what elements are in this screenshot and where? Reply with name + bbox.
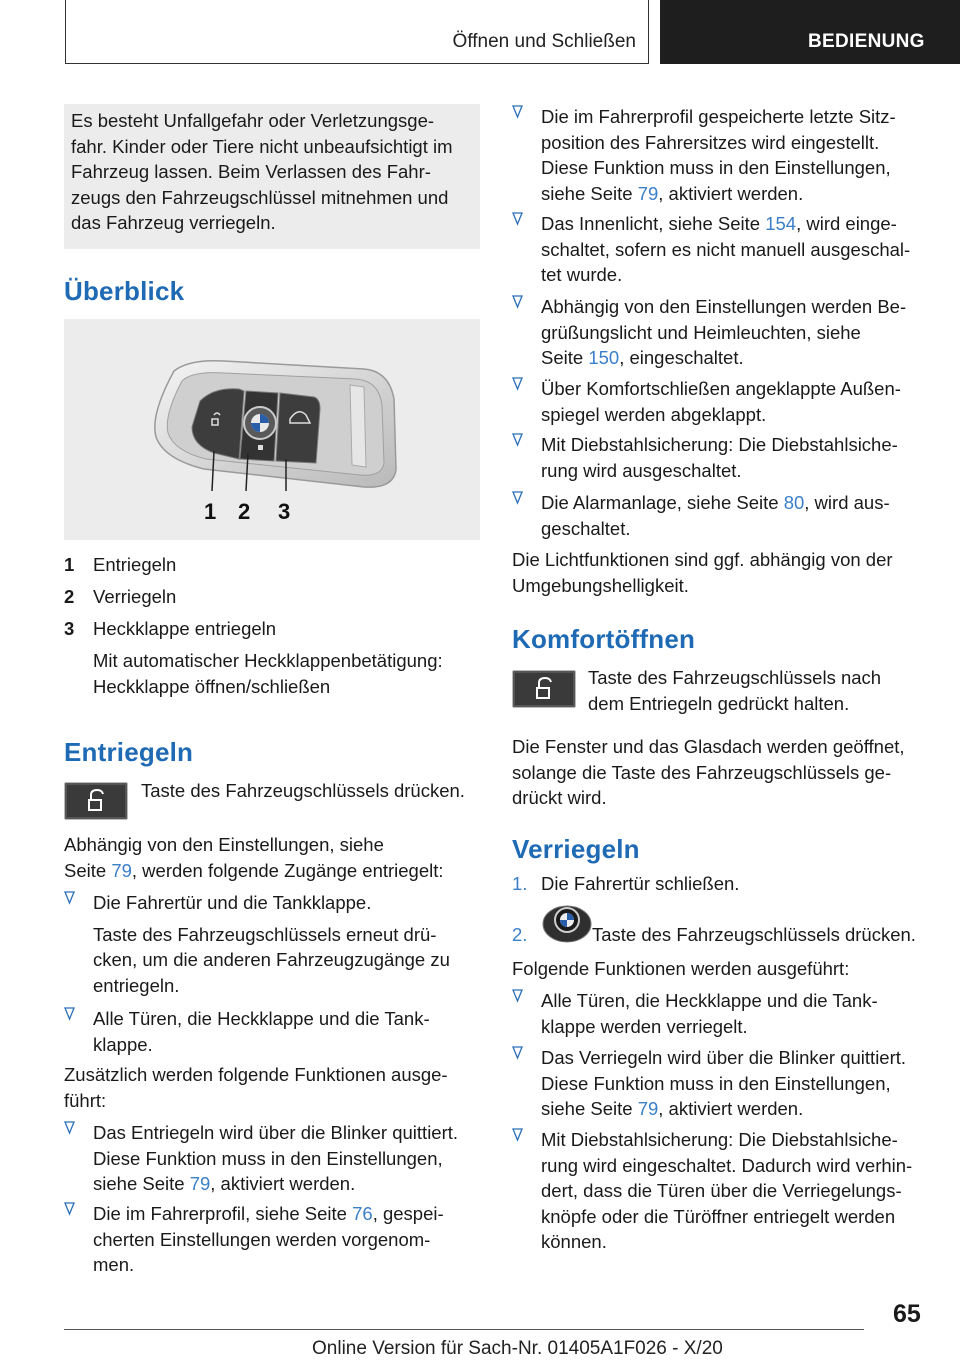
text-span: , werden folgende Zugänge entriegelt: (131, 859, 444, 881)
page-number: 65 (893, 1300, 921, 1328)
comfort-open-para (512, 734, 905, 811)
bullet-text (541, 211, 910, 237)
car-key-figure (64, 319, 480, 540)
bullet-text (93, 1171, 458, 1197)
bullet-text: Das Entriegeln wird über die Blinker quittiert. (93, 1122, 459, 1143)
car-key-illustration (64, 319, 480, 540)
page-link-79[interactable]: 79 (111, 859, 132, 881)
footer-divider (64, 1329, 864, 1330)
warning-box (64, 104, 480, 249)
header-section-box (65, 0, 649, 64)
bullet-text: Alle Türen, die Heckklappe und die Tank- (93, 1008, 430, 1029)
unlock-key-text: Taste des Fahrzeugschlüssels drücken. (141, 780, 465, 801)
figure-label-3: 3 (278, 499, 291, 524)
triangle-bullet-icon (512, 212, 523, 226)
bullet-text: Über Komfortschließen angeklappte Außen- (541, 378, 901, 399)
triangle-bullet-icon (512, 1046, 523, 1060)
step-number: 1. (512, 873, 528, 894)
text-span: , eingeschaltet. (619, 347, 744, 368)
unlock-intro-line: Abhängig von den Einstellungen, siehe (64, 834, 384, 855)
text-span: Das Innenlicht, siehe Seite (541, 213, 766, 234)
warning-line: fahr. Kinder oder Tiere nicht unbeaufsichtigt im (71, 135, 453, 157)
page-link-154[interactable]: 154 (765, 213, 797, 234)
step-text: Taste des Fahrzeugschlüssels drücken. (592, 924, 916, 945)
step-text: Die Fahrertür schließen. (541, 873, 740, 894)
bullet-text: rung wird ausgeschaltet. (541, 459, 742, 481)
text-span: Die Alarmanlage, siehe Seite (541, 492, 784, 513)
legend-text: Heckklappe entriegeln (93, 618, 277, 639)
text-span: , gespei- (372, 1203, 444, 1224)
page-link-79[interactable]: 79 (189, 1173, 211, 1194)
paragraph-line: Die Fenster und das Glasdach werden geöffnet, (512, 736, 905, 757)
unlock-key-button (64, 782, 128, 820)
bullet-text (93, 1201, 444, 1227)
text-span: siehe Seite (541, 1098, 638, 1119)
paragraph-line: Zusätzlich werden folgende Funktionen ausge- (64, 1064, 448, 1085)
triangle-bullet-icon (512, 491, 523, 505)
comfort-open-heading: Komfortöffnen (512, 624, 696, 654)
bullet-text: dert, dass die Türen über die Verriegelungs- (541, 1180, 902, 1201)
comfort-open-key-button (512, 670, 576, 708)
footer-version-text: Online Version für Sach-Nr. 01405A1F026 - X/20 (312, 1338, 723, 1359)
figure-label-1: 1 (204, 499, 217, 524)
warning-line: zeugs den Fahrzeugschlüssel mitnehmen und (71, 186, 449, 208)
warning-line: Es besteht Unfallgefahr oder Verletzungsge- (71, 110, 435, 131)
bullet-text: Mit Diebstahlsicherung: Die Diebstahlsiche- (541, 434, 898, 455)
page-link-79[interactable]: 79 (637, 182, 659, 204)
bullet-text (541, 181, 896, 207)
bullet-text: tet wurde. (541, 264, 623, 285)
text-span: Die im Fahrerprofil, siehe Seite (93, 1203, 353, 1224)
triangle-bullet-icon (512, 377, 523, 391)
figure-label-2: 2 (238, 499, 251, 524)
text-span: , wird einge- (796, 213, 897, 234)
comfort-open-key-text (588, 665, 881, 716)
warning-line: das Fahrzeug verriegeln. (71, 212, 276, 233)
bullet-note-line: Taste des Fahrzeugschlüssels erneut drü- (93, 923, 437, 945)
text-span: , aktiviert werden. (658, 182, 804, 204)
bullet-text: können. (541, 1231, 607, 1252)
text-span: , aktiviert werden. (210, 1173, 356, 1194)
paragraph-line: dem Entriegeln gedrückt halten. (588, 692, 850, 714)
lock-intro: Folgende Funktionen werden ausgeführt: (512, 958, 850, 979)
page-link-79[interactable]: 79 (637, 1098, 659, 1119)
triangle-bullet-icon (64, 1121, 75, 1135)
legend-number: 3 (64, 618, 75, 639)
bullet-text: position des Fahrersitzes wird eingestellt. (541, 131, 880, 153)
text-span: Seite (64, 859, 112, 881)
text-span: , aktiviert werden. (658, 1098, 804, 1119)
paragraph-line: führt: (64, 1089, 107, 1111)
bullet-text: knöpfe oder die Türöffner entriegelt werden (541, 1205, 896, 1227)
paragraph-line: drückt wird. (512, 787, 607, 808)
text-span: siehe Seite (93, 1173, 190, 1194)
text-span: Seite (541, 347, 589, 368)
triangle-bullet-icon (512, 1128, 523, 1142)
triangle-bullet-icon (64, 1202, 75, 1216)
bullet-text: spiegel werden abgeklappt. (541, 403, 767, 425)
paragraph-line: Umgebungshelligkeit. (512, 574, 689, 596)
bmw-logo-button-icon (541, 900, 593, 944)
unlock-heading: Entriegeln (64, 737, 194, 767)
bullet-text: schaltet, sofern es nicht manuell ausgeschal- (541, 238, 911, 260)
triangle-bullet-icon (64, 891, 75, 905)
overview-heading: Überblick (64, 276, 185, 306)
unlock-intro-line (64, 858, 444, 884)
unlock-intro (64, 832, 444, 883)
text-span: siehe Seite (541, 182, 638, 204)
text-span: , wird aus- (804, 492, 890, 513)
paragraph-line: Die Lichtfunktionen sind ggf. abhängig von der (512, 549, 893, 570)
bullet-text: Das Verriegeln wird über die Blinker quittiert. (541, 1047, 907, 1068)
triangle-bullet-icon (512, 295, 523, 309)
triangle-bullet-icon (64, 1007, 75, 1021)
bullet-text: Diese Funktion muss in den Einstellungen, (93, 1147, 443, 1169)
header-section-title: Öffnen und Schließen (452, 31, 636, 52)
bullet-text (541, 1096, 906, 1122)
legend-number: 1 (64, 554, 75, 575)
unlock-icon (529, 677, 561, 701)
bullet-note-line: cken, um die anderen Fahrzeugzugänge zu (93, 949, 450, 970)
paragraph-line: solange die Taste des Fahrzeugschlüssels ge- (512, 761, 892, 783)
light-note (512, 547, 893, 598)
page-link-80[interactable]: 80 (783, 492, 805, 513)
bullet-text (541, 490, 890, 516)
bullet-text: cherten Einstellungen werden vorgenom- (93, 1228, 431, 1250)
bullet-text: Abhängig von den Einstellungen werden Be- (541, 296, 907, 317)
triangle-bullet-icon (512, 105, 523, 119)
page-link-150[interactable]: 150 (588, 347, 620, 368)
header-chapter-title: BEDIENUNG (808, 31, 925, 52)
legend-note (93, 648, 443, 699)
bullet-text: Die im Fahrerprofil gespeicherte letzte Sitz- (541, 106, 896, 127)
bullet-note-line: entriegeln. (93, 974, 180, 996)
warning-line: Fahrzeug lassen. Beim Verlassen des Fahr- (71, 161, 431, 182)
triangle-bullet-icon (512, 989, 523, 1003)
legend-number: 2 (64, 586, 75, 607)
lock-heading: Verriegeln (512, 834, 640, 864)
bullet-text: men. (93, 1254, 135, 1275)
bullet-text: Die Fahrertür und die Tankklappe. (93, 892, 372, 913)
legend-note-line: Heckklappe öffnen/schließen (93, 675, 331, 697)
legend-note-line: Mit automatischer Heckklappenbetätigung: (93, 650, 443, 671)
legend-text: Entriegeln (93, 554, 177, 575)
bullet-text: Diese Funktion muss in den Einstellungen, (541, 1072, 891, 1094)
unlock-extra (64, 1062, 448, 1113)
paragraph-line: Taste des Fahrzeugschlüssels nach (588, 667, 882, 688)
bullet-text (541, 345, 906, 371)
legend-text: Verriegeln (93, 586, 177, 607)
bullet-text: Alle Türen, die Heckklappe und die Tank- (541, 990, 878, 1011)
bullet-text: grüßungslicht und Heimleuchten, siehe (541, 321, 861, 343)
unlock-icon (81, 789, 113, 813)
page-link-76[interactable]: 76 (352, 1203, 373, 1224)
triangle-bullet-icon (512, 433, 523, 447)
bullet-text: rung wird eingeschaltet. Dadurch wird verhin- (541, 1154, 913, 1176)
bullet-text: klappe. (93, 1033, 153, 1055)
bullet-text: Mit Diebstahlsicherung: Die Diebstahlsiche- (541, 1129, 898, 1150)
bullet-text: klappe werden verriegelt. (541, 1015, 748, 1037)
step-number: 2. (512, 924, 528, 945)
bullet-text: geschaltet. (541, 517, 631, 539)
header-chapter-tab (660, 0, 960, 64)
bullet-text: Diese Funktion muss in den Einstellungen, (541, 157, 891, 178)
